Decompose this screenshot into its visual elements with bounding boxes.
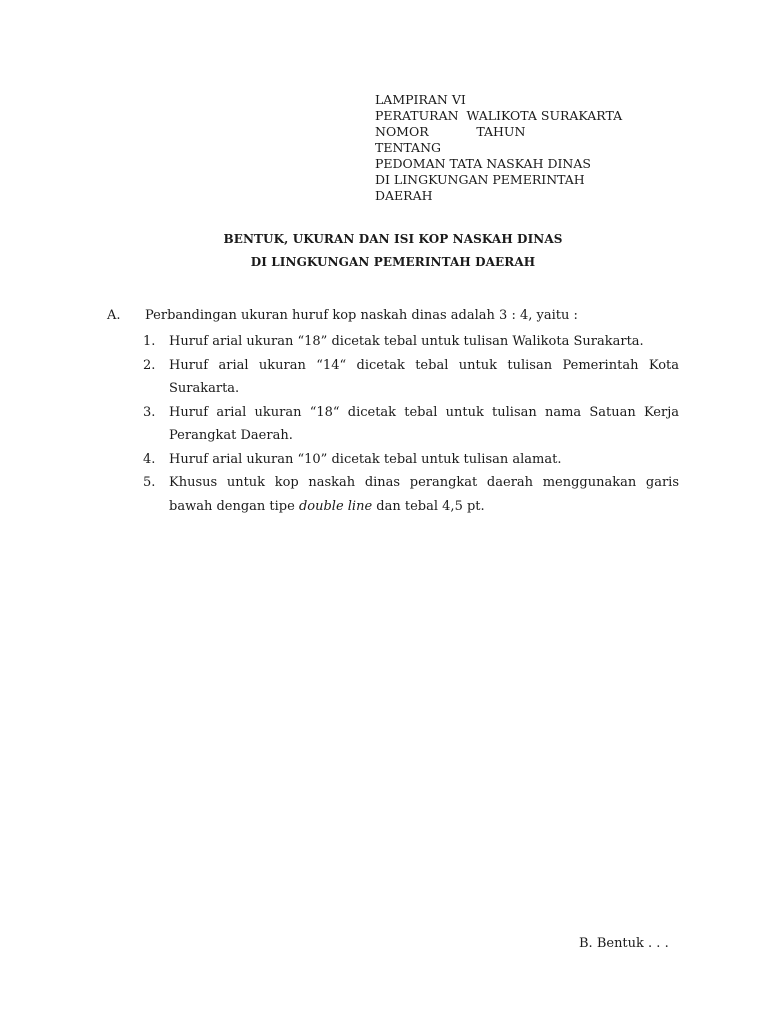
page-continuation: B. Bentuk . . . — [579, 936, 669, 951]
list-item-text: Huruf arial ukuran “18” dicetak tebal untuk tulisan Walikota Surakarta. — [169, 334, 644, 349]
lampiran-line: PEDOMAN TATA NASKAH DINAS — [375, 156, 591, 171]
list-item-number: 1. — [143, 334, 156, 349]
list-item — [143, 330, 679, 354]
section-intro: Perbandingan ukuran huruf kop naskah dinas adalah 3 : 4, yaitu : — [145, 308, 578, 323]
lampiran-line: PERATURAN WALIKOTA SURAKARTA — [375, 108, 623, 123]
list-item-text-end: dan tebal 4,5 pt. — [372, 498, 485, 514]
list-item — [143, 448, 679, 472]
document-title-line-2: DI LINGKUNGAN PEMERINTAH DAERAH — [250, 255, 536, 269]
requirements-list — [143, 330, 679, 518]
list-item-text: Huruf arial ukuran “14“ dicetak tebal untuk tulisan Pemerintah Kota Surakarta. — [169, 357, 679, 396]
lampiran-line: DAERAH — [375, 188, 433, 203]
lampiran-line: DI LINGKUNGAN PEMERINTAH — [375, 172, 585, 187]
list-item-number: 3. — [143, 404, 156, 420]
list-item — [143, 401, 679, 448]
list-item — [143, 471, 679, 518]
list-item-number: 5. — [143, 475, 156, 490]
document-title-line-1: BENTUK, UKURAN DAN ISI KOP NASKAH DINAS — [223, 232, 563, 246]
lampiran-line: LAMPIRAN VI — [375, 92, 466, 107]
section-letter: A. — [107, 308, 121, 323]
lampiran-line: NOMOR TAHUN — [375, 124, 526, 139]
list-item-text-italic: double line — [298, 498, 373, 514]
list-item-number: 4. — [143, 451, 156, 467]
list-item — [143, 354, 679, 401]
list-item-text: Huruf arial ukuran “18“ dicetak tebal untuk tulisan nama Satuan Kerja Perangkat Daerah. — [169, 404, 679, 443]
list-item-text-start: Khusus untuk kop naskah dinas perangkat daerah menggunakan garis bawah dengan tipe — [169, 475, 679, 514]
lampiran-line: TENTANG — [375, 140, 442, 155]
list-item-text: Huruf arial ukuran “10” dicetak tebal untuk tulisan alamat. — [169, 451, 562, 467]
list-item-number: 2. — [143, 357, 156, 373]
lampiran-header — [375, 92, 622, 204]
